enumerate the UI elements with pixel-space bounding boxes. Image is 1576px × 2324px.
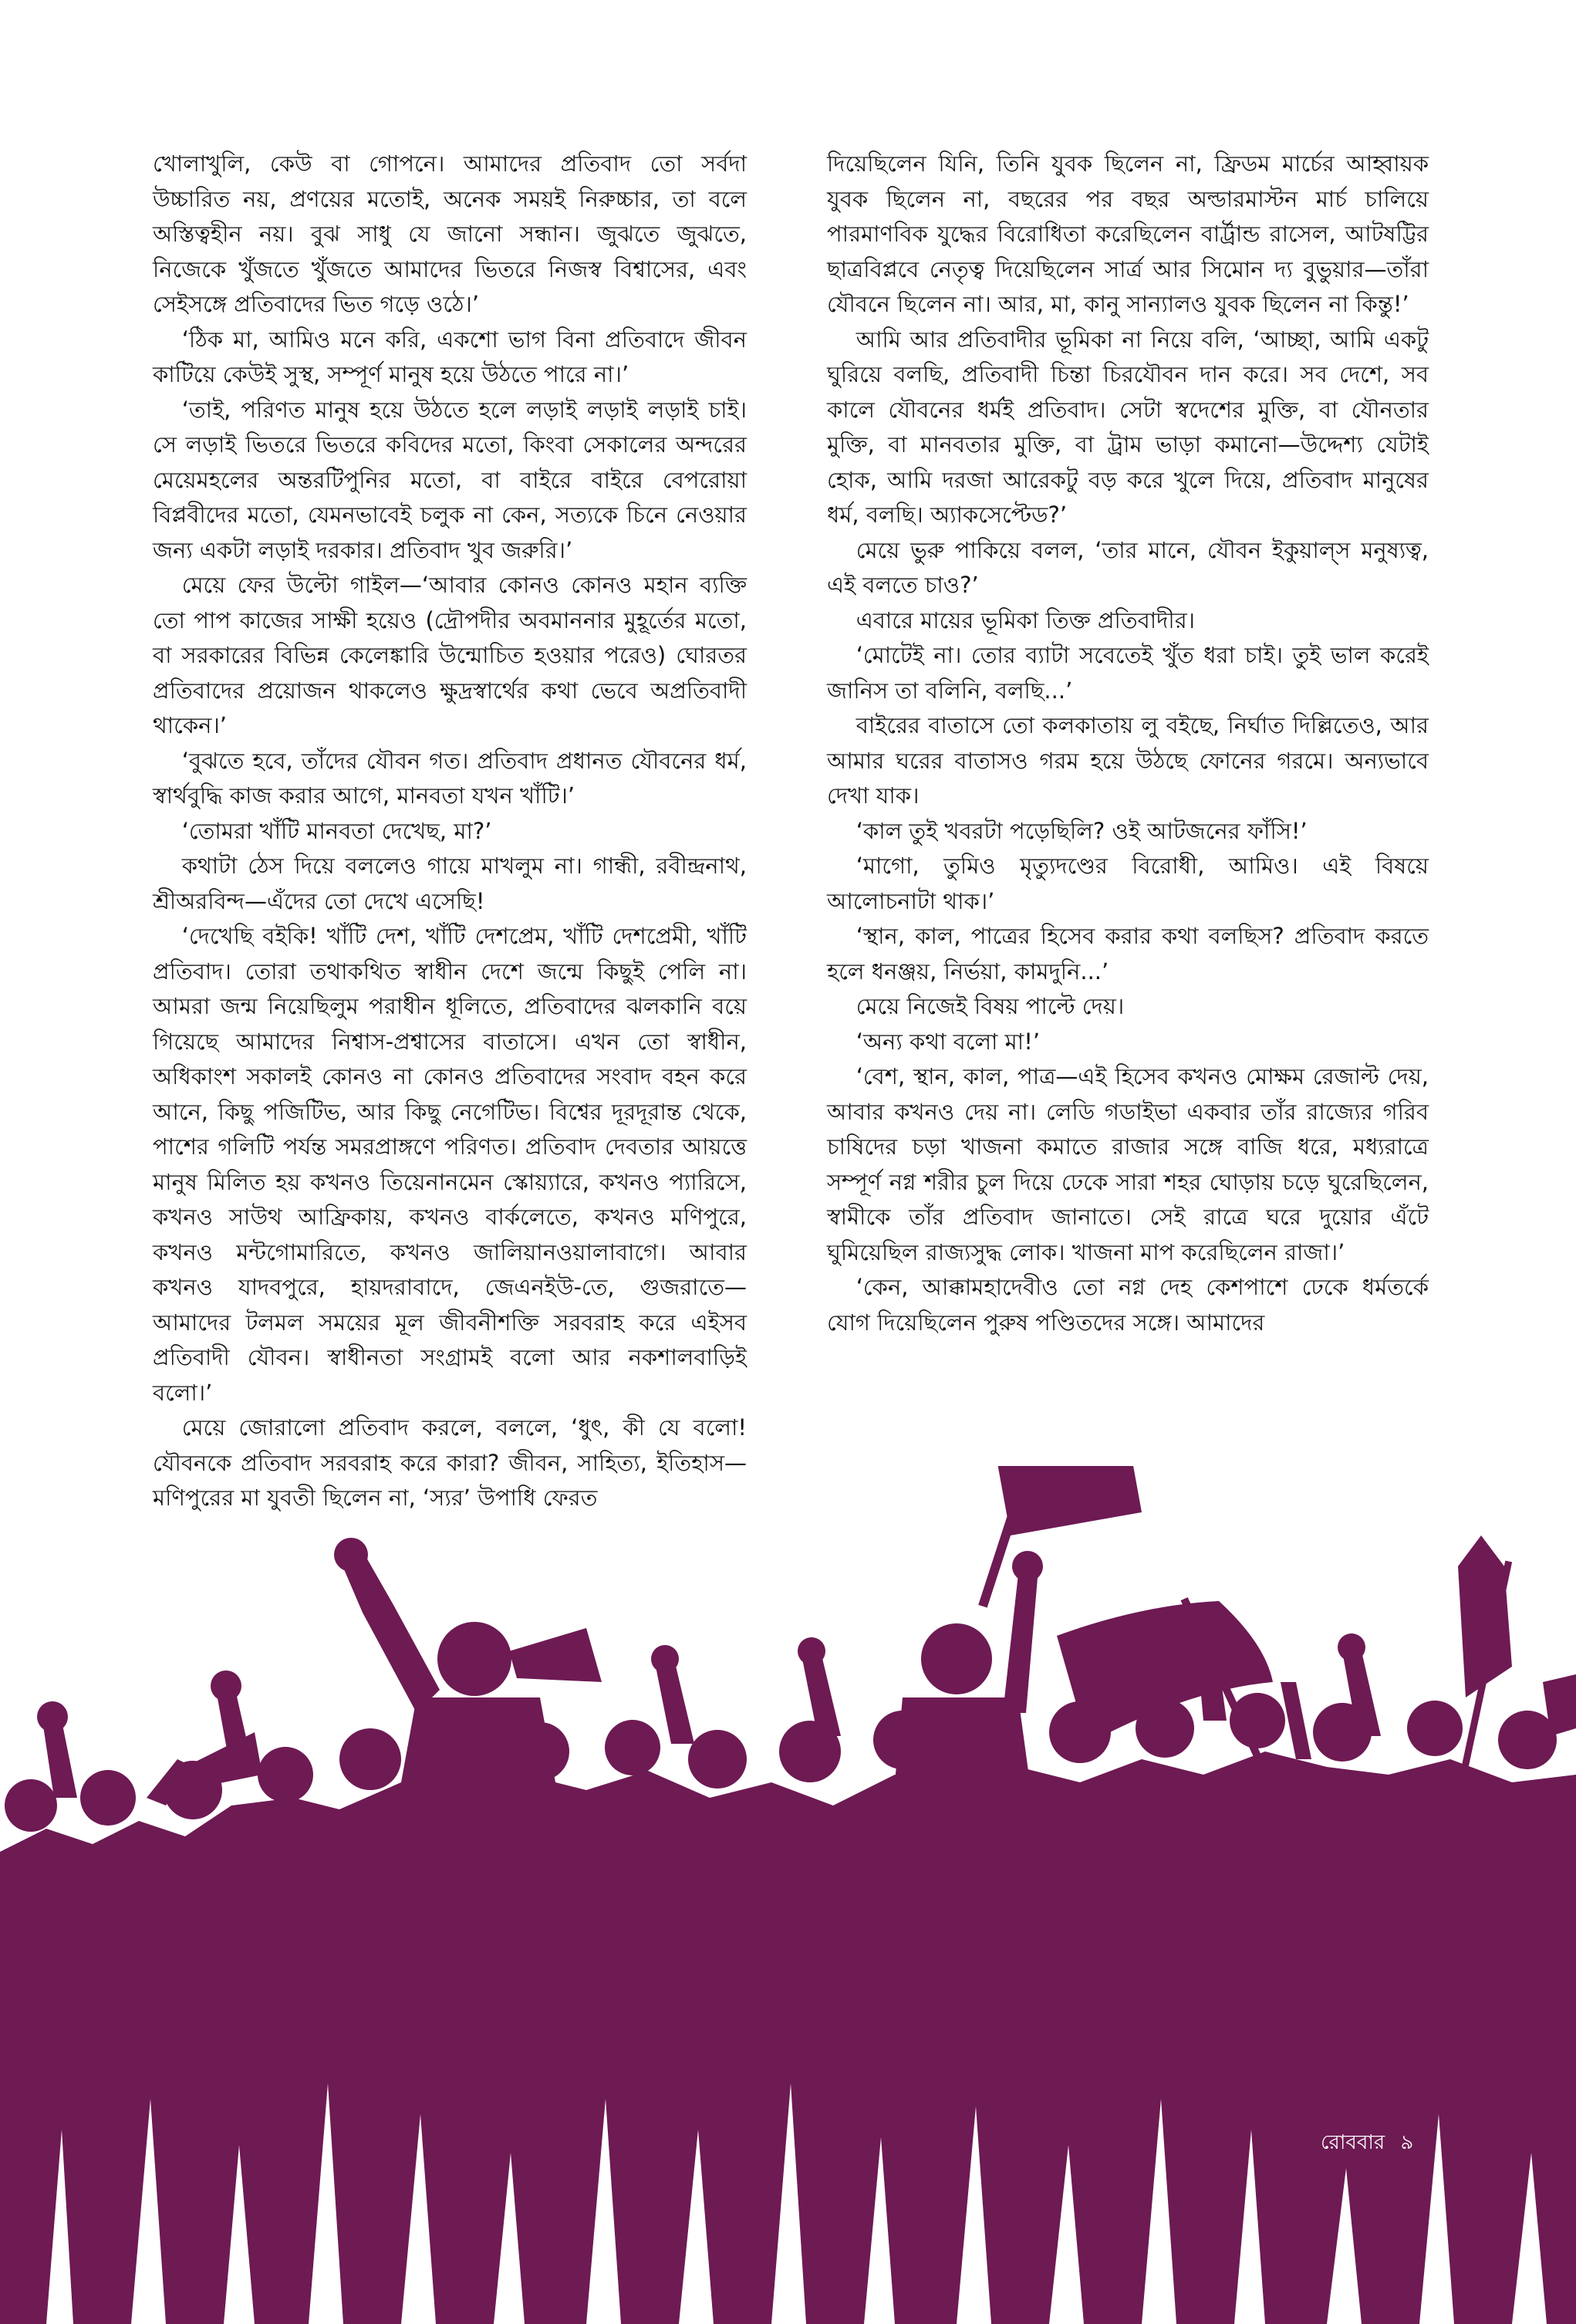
paragraph: এবারে মায়ের ভূমিকা তিক্ত প্রতিবাদীর। [855, 606, 1196, 633]
paragraph: ‘অন্য কথা বলো মা!’ [855, 1028, 1041, 1055]
paragraph: ‘স্থান, কাল, পাত্রের হিসেব করার কথা বলছিস? প্রতিবাদ করতে হলে ধনঞ্জয়, নির্ভয়া, কামদুনি...’ [827, 923, 1429, 985]
paragraph: মেয়ে ভুরু পাকিয়ে বলল, ‘তার মানে, যৌবন ইকুয়াল্‌স মনুষ্যত্ব, এই বলতে চাও?’ [827, 536, 1429, 598]
paragraph: ‘দেখেছি বইকি! খাঁটি দেশ, খাঁটি দেশপ্রেম, খাঁটি দেশপ্রেমী, খাঁটি প্রতিবাদ। তোরা তথাকথিত স্বাধীন দেশে জন্মে কিছুই পেলি না। আমরা জন্ম নিয়েছিলুম পরাধীন ধূলিতে, প্রতিবাদের ঝলকানি বয়ে গিয়েছে আমাদের নিশ্বাস-প্রশ্বাসের বাতাসে। এখন তো স্বাধীন, অধিকাংশ সকালই কোনও না কোনও প্রতিবাদের সংবাদ বহন করে আনে, কিছু পজিটিভ, আর কিছু নেগেটিভ। বিশ্বের দূরদূরান্ত থেকে, পাশের গলিটি পর্যন্ত সমরপ্রাঙ্গণে পরিণত। প্রতিবাদ দেবতার আয়ত্তে মানুষ মিলিত হয় কখনও তিয়েনানমেন স্কোয়্যারে, কখনও প্যারিসে, কখনও সাউথ আফ্রিকায়, কখনও বার্কলেতে, কখনও মণিপুরে, কখনও মন্টগোমারিতে, কখনও জালিয়ানওয়ালাবাগে। আবার কখনও যাদবপুরে, হায়দরাবাদে, জেএনইউ-তে, গুজরাতে—আমাদের টলমল সময়ের মূল জীবনীশক্তি সরবরাহ করে এইসব প্রতিবাদী যৌবন। স্বাধীনতা সংগ্রামই বলো আর নকশালবাড়িই বলো।’ [153, 923, 747, 1406]
paragraph: ‘মাগো, তুমিও মৃত্যুদণ্ডের বিরোধী, আমিও। এই বিষয়ে আলোচনাটা থাক।’ [827, 853, 1429, 914]
paragraph: ‘মোটেই না। তোর ব্যাটা সবেতেই খুঁত ধরা চাই। তুই ভাল করেই জানিস তা বলিনি, বলছি...’ [827, 642, 1429, 704]
paragraph: মেয়ে জোরালো প্রতিবাদ করলে, বললে, ‘ধুৎ, কী যে বলো! যৌবনকে প্রতিবাদ সরবরাহ করে কারা? জীবন, সাহিত্য, ইতিহাস—মণিপুরের মা যুবতী ছিলেন না, ‘স্যর’ উপাধি ফেরত [153, 1414, 747, 1511]
paragraph: ‘বেশ, স্থান, কাল, পাত্র—এই হিসেব কখনও মোক্ষম রেজাল্ট দেয়, আবার কখনও দেয় না। লেডি গডাইভা একবার তাঁর রাজ্যের গরিব চাষিদের চড়া খাজনা কমাতে রাজার সঙ্গে বাজি ধরে, মধ্যরাত্রে সম্পূর্ণ নগ্ন শরীর চুল দিয়ে ঢেকে সারা শহর ঘোড়ায় চড়ে ঘুরেছিলেন, স্বামীকে তাঁর প্রতিবাদ জানাতে। সেই রাত্রে ঘরে দুয়োর এঁটে ঘুমিয়েছিল রাজ্যসুদ্ধ লোক। খাজনা মাপ করেছিলেন রাজা।’ [827, 1063, 1429, 1265]
paragraph: ‘তাই, পরিণত মানুষ হয়ে উঠতে হলে লড়াই লড়াই লড়াই চাই। সে লড়াই ভিতরে ভিতরে কবিদের মতো, কিংবা সেকালের অন্দরের মেয়েমহলের অন্তরটিপুনির মতো, বা বাইরে বাইরে বেপরোয়া বিপ্লবীদের মতো, যেমনভাবেই চলুক না কেন, সত্যকে চিনে নেওয়ার জন্য একটা লড়াই দরকার। প্রতিবাদ খুব জরুরি।’ [153, 396, 747, 563]
paragraph: আমি আর প্রতিবাদীর ভূমিকা না নিয়ে বলি, ‘আচ্ছা, আমি একটু ঘুরিয়ে বলছি, প্রতিবাদী চিন্তা চিরযৌবন দান করে। সব দেশে, সব কালে যৌবনের ধর্মই প্রতিবাদ। সেটা স্বদেশের মুক্তি, বা যৌনতার মুক্তি, বা মানবতার মুক্তি, বা ট্রাম ভাড়া কমানো—উদ্দেশ্য যেটাই হোক, আমি দরজা আরেকটু বড় করে খুলে দিয়ে, প্রতিবাদ মানুষের ধর্ম, বলছি। অ্যাকসেপ্টেড?’ [827, 326, 1429, 528]
paragraph: বাইরের বাতাসে তো কলকাতায় লু বইছে, নির্ঘাত দিল্লিতেও, আর আমার ঘরের বাতাসও গরম হয়ে উঠছে ফোনের গরমে। অন্যভাবে দেখা যাক। [827, 712, 1429, 809]
magazine-name: রোববার [1321, 2131, 1385, 2154]
protest-crowd-silhouette [0, 1466, 1576, 2324]
paragraph: মেয়ে নিজেই বিষয় পাল্টে দেয়। [855, 993, 1125, 1019]
paragraph: মেয়ে ফের উল্টো গাইল—‘আবার কোনও কোনও মহান ব্যক্তি তো পাপ কাজের সাক্ষী হয়েও (দ্রৌপদীর অবমাননার মুহূর্তের মতো, বা সরকারের বিভিন্ন কেলেঙ্কারি উন্মোচিত হওয়ার পরেও) ঘোরতর প্রতিবাদের প্রয়োজন থাকলেও ক্ষুদ্রস্বার্থের কথা ভেবে অপ্রতিবাদী থাকেন।’ [153, 572, 747, 738]
left-text-column [153, 147, 747, 1516]
paragraph: ‘কাল তুই খবরটা পড়েছিলি? ওই আটজনের ফাঁসি!’ [855, 817, 1308, 844]
right-text-column [827, 147, 1429, 1340]
paragraph: ‘ঠিক মা, আমিও মনে করি, একশো ভাগ বিনা প্রতিবাদে জীবন কাটিয়ে কেউই সুস্থ, সম্পূর্ণ মানুষ হয়ে উঠতে পারে না।’ [153, 326, 747, 387]
paragraph: কথাটা ঠেস দিয়ে বললেও গায়ে মাখলুম না। গান্ধী, রবীন্দ্রনাথ, শ্রীঅরবিন্দ—এঁদের তো দেখে এসেছি! [153, 853, 747, 914]
paragraph: ‘কেন, আক্কামহাদেবীও তো নগ্ন দেহ কেশপাশে ঢেকে ধর্মতর্কে যোগ দিয়েছিলেন পুরুষ পণ্ডিতদের সঙ্গে। আমাদের [827, 1274, 1429, 1336]
paragraph: ‘তোমরা খাঁটি মানবতা দেখেছ, মা?’ [181, 817, 492, 844]
paragraph: ‘বুঝতে হবে, তাঁদের যৌবন গত। প্রতিবাদ প্রধানত যৌবনের ধর্ম, স্বার্থবুদ্ধি কাজ করার আগে, মানবতা যখন খাঁটি।’ [153, 747, 747, 809]
paragraph: দিয়েছিলেন যিনি, তিনি যুবক ছিলেন না, ফ্রিডম মার্চের আহ্বায়ক যুবক ছিলেন না, বছরের পর বছর অল্ডারমাস্টন মার্চ চালিয়ে পারমাণবিক যুদ্ধের বিরোধিতা করেছিলেন বার্ট্রান্ড রাসেল, আটষট্টির ছাত্রবিপ্লবে নেতৃত্ব দিয়েছিলেন সার্ত্র আর সিমোন দ্য বুভুয়ার—তাঁরা যৌবনে ছিলেন না। আর, মা, কানু সান্যালও যুবক ছিলেন না কিন্তু!’ [827, 150, 1429, 317]
paragraph: খোলাখুলি, কেউ বা গোপনে। আমাদের প্রতিবাদ তো সর্বদা উচ্চারিত নয়, প্রণয়ের মতোই, অনেক সময়ই নিরুচ্চার, তা বলে অস্তিত্বহীন নয়। বুঝ সাধু যে জানো সন্ধান। জুঝতে জুঝতে, নিজেকে খুঁজতে খুঁজতে আমাদের ভিতরে নিজস্ব বিশ্বাসের, এবং সেইসঙ্গে প্রতিবাদের ভিত গড়ে ওঠে।’ [153, 150, 747, 317]
page-number: ৯ [1400, 2131, 1414, 2154]
page-footer [1321, 2126, 1422, 2160]
